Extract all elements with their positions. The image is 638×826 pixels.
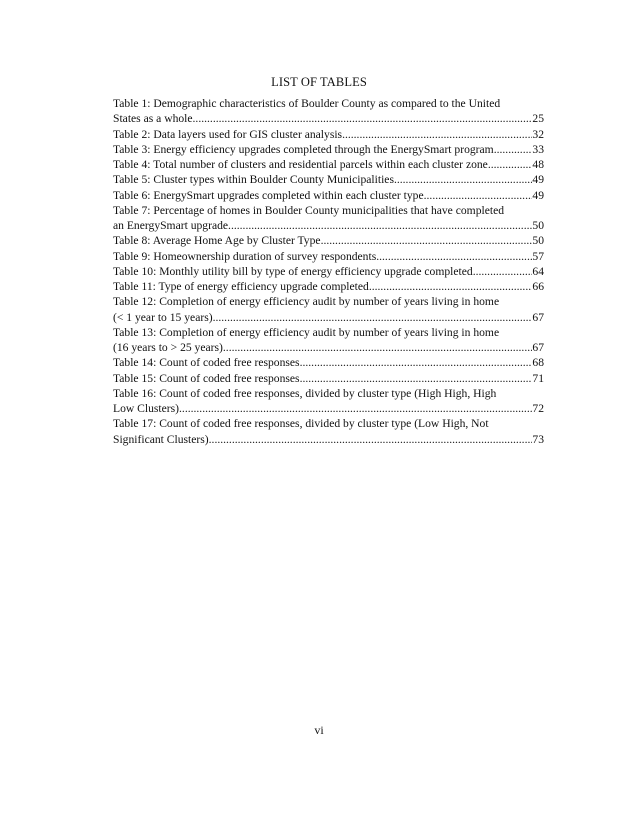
dot-leader — [209, 432, 533, 447]
entry-page-number: 32 — [532, 127, 544, 141]
list-item[interactable] — [113, 157, 544, 172]
entry-title: Table 15: Count of coded free responses — [113, 371, 300, 385]
entry-title: Table 2: Data layers used for GIS cluster analysis — [113, 127, 343, 141]
entry-line — [113, 432, 544, 447]
entry-title: Table 9: Homeownership duration of survey respondents — [113, 249, 377, 263]
dot-leader — [424, 188, 533, 203]
list-item[interactable] — [113, 264, 544, 279]
entry-title: (< 1 year to 15 years) — [113, 310, 213, 324]
entry-page-number: 50 — [532, 219, 544, 232]
entry-page-number: 68 — [532, 356, 544, 370]
entry-line — [113, 249, 544, 264]
entry-line — [113, 127, 544, 142]
entry-title: Table 10: Monthly utility bill by type of energy efficiency upgrade completed — [113, 264, 473, 278]
entry-page-number: 48 — [532, 158, 544, 171]
dot-leader — [342, 127, 532, 142]
entry-title: Table 6: EnergySmart upgrades completed within each cluster type — [113, 188, 424, 202]
entry-page-number: 72 — [532, 402, 544, 415]
dot-leader — [193, 111, 533, 126]
dot-leader — [228, 218, 532, 233]
dot-leader — [321, 233, 533, 248]
entry-title: Low Clusters) — [113, 402, 180, 415]
entry-page-number: 50 — [532, 234, 544, 248]
dot-leader — [300, 355, 533, 370]
list-item[interactable] — [113, 233, 544, 248]
dot-leader — [300, 371, 533, 386]
list-item[interactable] — [113, 416, 544, 447]
entry-title-first-line: Table 16: Count of coded free responses, divided by cluster type (High High, High — [113, 386, 497, 400]
entry-page-number: 33 — [532, 142, 544, 156]
entry-line — [113, 188, 544, 203]
dot-leader — [494, 142, 533, 157]
entry-page-number: 71 — [532, 371, 544, 385]
entry-line — [113, 111, 544, 126]
entry-line — [113, 355, 544, 370]
list-item[interactable] — [113, 249, 544, 264]
entry-title: States as a whole — [113, 112, 193, 126]
page-title: LIST OF TABLES — [271, 75, 367, 89]
entry-title-first-line: Table 17: Count of coded free responses, divided by cluster type (Low High, Not — [113, 417, 489, 431]
entry-line — [113, 371, 544, 386]
entry-title: Table 3: Energy efficiency upgrades completed through the EnergySmart program — [113, 142, 494, 156]
dot-leader — [369, 279, 533, 294]
list-item[interactable] — [113, 294, 544, 325]
entry-line — [113, 157, 544, 172]
entry-title: Table 4: Total number of clusters and residential parcels within each cluster zone — [113, 158, 488, 171]
list-item[interactable] — [113, 142, 544, 157]
entry-title: an EnergySmart upgrade — [113, 219, 229, 232]
entry-title: Table 14: Count of coded free responses — [113, 356, 300, 370]
entry-title: (16 years to > 25 years) — [113, 341, 223, 354]
table-list — [113, 96, 544, 447]
entry-title: Significant Clusters) — [113, 432, 209, 446]
dot-leader — [473, 264, 533, 279]
list-item[interactable] — [113, 371, 544, 386]
page-number: vi — [314, 723, 324, 737]
entry-line — [113, 233, 544, 248]
dot-leader — [213, 310, 533, 325]
list-item[interactable] — [113, 188, 544, 203]
entry-page-number: 64 — [532, 264, 544, 278]
entry-page-number: 67 — [532, 341, 544, 354]
list-item[interactable] — [113, 127, 544, 142]
entry-title: Table 5: Cluster types within Boulder County Municipalities — [113, 173, 394, 187]
dot-leader — [376, 249, 532, 264]
list-item[interactable] — [113, 355, 544, 370]
entry-page-number: 73 — [532, 432, 544, 446]
entry-line — [113, 142, 544, 157]
dot-leader — [223, 340, 533, 355]
list-item[interactable] — [113, 172, 544, 187]
entry-title: Table 8: Average Home Age by Cluster Type — [113, 234, 321, 248]
entry-title: Table 11: Type of energy efficiency upgrade completed — [113, 280, 369, 293]
entry-page-number: 49 — [532, 173, 544, 187]
entry-page-number: 25 — [532, 112, 544, 126]
list-item[interactable] — [113, 96, 544, 127]
entry-line — [113, 279, 544, 294]
list-item[interactable] — [113, 279, 544, 294]
entry-title-first-line: Table 7: Percentage of homes in Boulder County municipalities that have completed — [113, 203, 505, 217]
entry-title-first-line: Table 1: Demographic characteristics of Boulder County as compared to the United — [113, 97, 501, 110]
entry-title-first-line: Table 13: Completion of energy efficiency audit by number of years living in home — [113, 325, 500, 339]
entry-line — [113, 310, 544, 325]
entry-line — [113, 340, 544, 355]
entry-line — [113, 218, 544, 233]
entry-line — [113, 401, 544, 416]
entry-line — [113, 172, 544, 187]
entry-page-number: 66 — [532, 280, 544, 293]
dot-leader — [394, 172, 532, 187]
entry-page-number: 67 — [532, 310, 544, 324]
list-item[interactable] — [113, 386, 544, 417]
list-item[interactable] — [113, 203, 544, 234]
entry-line — [113, 264, 544, 279]
entry-page-number: 57 — [532, 249, 544, 263]
entry-title-first-line: Table 12: Completion of energy efficiency audit by number of years living in home — [113, 295, 500, 309]
dot-leader — [488, 157, 533, 172]
list-item[interactable] — [113, 325, 544, 356]
dot-leader — [179, 401, 532, 416]
entry-page-number: 49 — [532, 188, 544, 202]
